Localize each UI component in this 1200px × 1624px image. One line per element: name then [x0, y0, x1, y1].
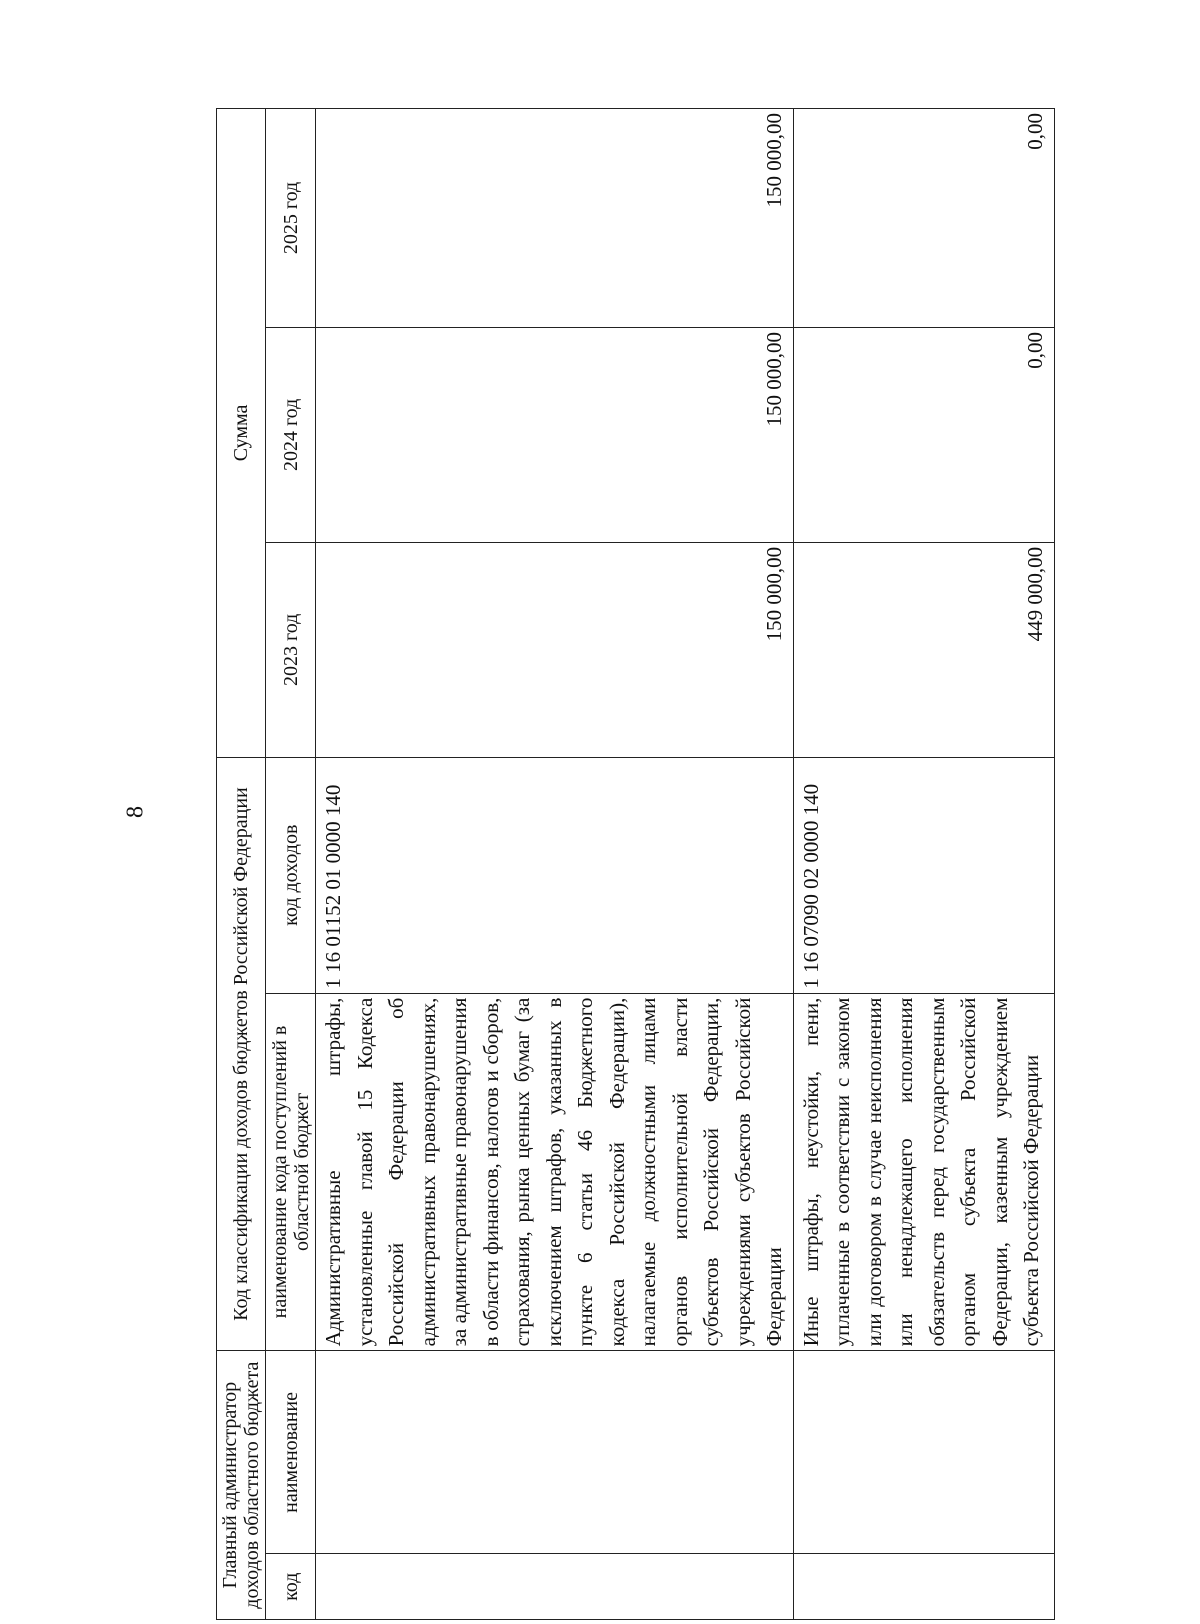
row-code	[793, 1554, 1054, 1620]
row-income-name: Административные штрафы, установленные главой 15 Кодекса Российской Федерации об административных правонарушениях, за административные правонарушения в области финансов, налогов и сборов, страхования, рынка ценных бумаг (за исключением штрафов, указанных в пункте 6 статьи 46 Бюджетного кодекса Российской Федерации), налагаемые должностными лицами органов исполнительной власти субъектов Российской Федерации, учреждениями субъектов Российской Федерации	[316, 993, 794, 1351]
table-row	[793, 109, 1054, 1620]
row-income-name: Иные штрафы, неустойки, пени, уплаченные в соответствии с законом или договором в случае неисполнения или ненадлежащего исполнения обязательств перед государственным органом субъекта Российской Федерации, казенным учреждением субъекта Российской Федерации	[793, 993, 1054, 1351]
header-admin-group: Главный администратор доходов областного бюджета	[217, 1351, 266, 1620]
row-sum-2025: 0,00	[793, 109, 1054, 328]
header-classification-group: Код классификации доходов бюджетов Российской Федерации	[217, 757, 266, 1351]
header-2024: 2024 год	[266, 327, 316, 542]
income-classification-table	[216, 108, 1055, 1620]
header-2023: 2023 год	[266, 542, 316, 757]
table-row	[316, 109, 794, 1620]
row-name	[793, 1351, 1054, 1554]
row-sum-2024: 150 000,00	[316, 327, 794, 542]
header-2025: 2025 год	[266, 109, 316, 328]
row-sum-2025: 150 000,00	[316, 109, 794, 328]
header-name: наименование	[266, 1351, 316, 1554]
header-row-1	[217, 109, 266, 1620]
header-income-code: код доходов	[266, 757, 316, 993]
income-table-rotated	[216, 108, 1047, 1620]
row-name	[316, 1351, 794, 1554]
row-code	[316, 1554, 794, 1620]
row-sum-2023: 449 000,00	[793, 542, 1054, 757]
header-code: код	[266, 1554, 316, 1620]
header-income-name: наименование кода поступлений в областной бюджет	[266, 993, 316, 1351]
header-row-2	[266, 109, 316, 1620]
row-sum-2024: 0,00	[793, 327, 1054, 542]
row-income-code: 1 16 07090 02 0000 140	[793, 757, 1054, 993]
row-sum-2023: 150 000,00	[316, 542, 794, 757]
header-sum-group: Сумма	[217, 109, 266, 758]
row-income-code: 1 16 01152 01 0000 140	[316, 757, 794, 993]
page-number: 8	[122, 806, 149, 818]
